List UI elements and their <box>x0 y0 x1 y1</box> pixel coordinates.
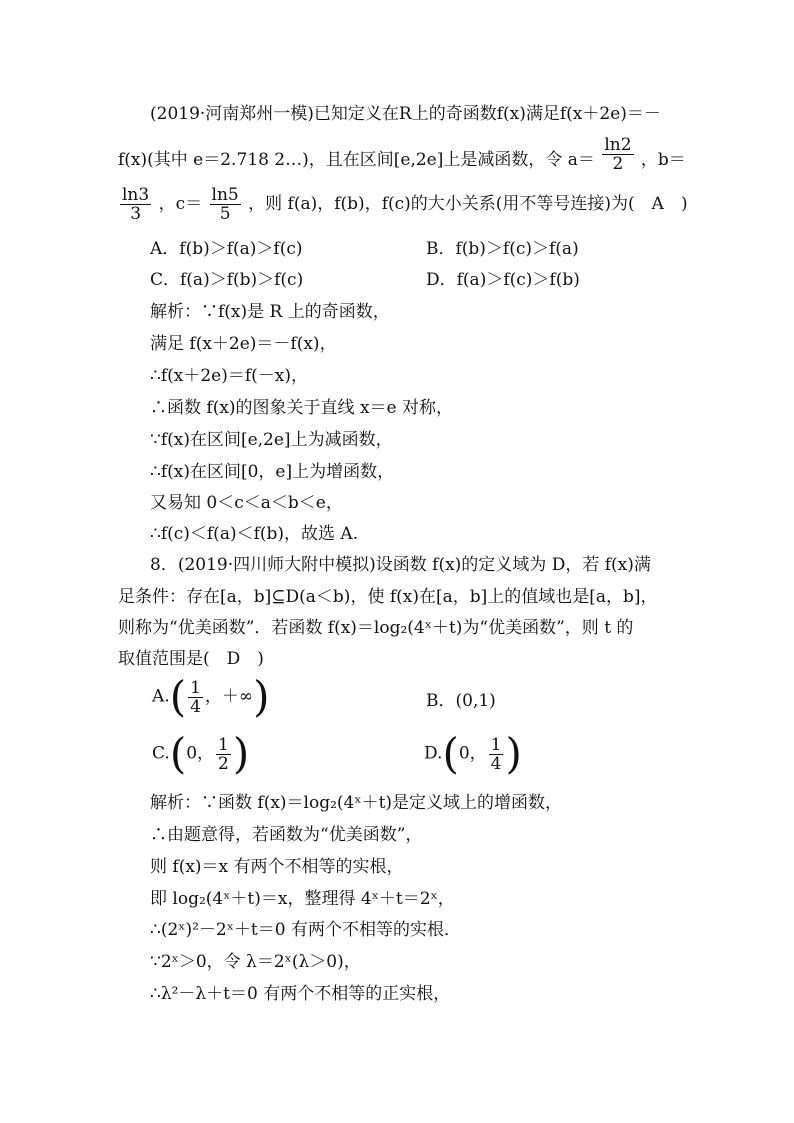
q8-solution-line: 解析：∵函数 f(x)＝log₂(4ˣ＋t)是定义域上的增函数， <box>150 793 563 813</box>
q8-option-d-fraction <box>489 736 504 773</box>
q8-option-c-label: C. <box>152 743 170 764</box>
q7-option-c: C．f(a)＞f(b)＞f(c) <box>150 270 304 290</box>
q8-solution-line: ∴由题意得，若函数为“优美函数”， <box>150 825 423 845</box>
q8-option-d-denominator: 4 <box>490 753 502 774</box>
q8-option-a <box>152 672 270 721</box>
fraction-c-numerator: ln5 <box>211 185 239 205</box>
q7-stem-line-1: (2019·河南郑州一模)已知定义在R上的奇函数f(x)满足f(x＋2e)＝－ <box>150 104 661 124</box>
q7-solution-line: ∴f(x＋2e)＝f(－x)， <box>150 366 308 386</box>
q7-solution-line: ∴f(x)在区间[0，e]上为增函数， <box>150 462 395 482</box>
q8-option-a-numerator: 1 <box>190 677 201 698</box>
q8-option-b: B．(0,1) <box>426 691 496 711</box>
q8-stem-line: 8．(2019·四川师大附中模拟)设函数 f(x)的定义域为 D，若 f(x)满 <box>150 555 651 575</box>
q7-solution-line: ∴f(c)＜f(a)＜f(b)，故选 A. <box>150 524 359 544</box>
fraction-a-numerator: ln2 <box>604 135 632 155</box>
q8-option-d-label: D. <box>424 743 443 764</box>
q8-solution-line: ∵2ˣ＞0，令 λ＝2ˣ(λ＞0)， <box>150 952 361 972</box>
right-paren: ) <box>232 729 250 778</box>
q7-solution-line: 满足 f(x＋2e)＝－f(x)， <box>150 334 337 354</box>
fraction-b-denominator: 3 <box>130 204 142 224</box>
q8-option-d-pre: 0， <box>458 743 487 764</box>
q8-option-a-label: A. <box>152 686 170 707</box>
q8-option-c-fraction <box>216 736 231 773</box>
q8-option-a-fraction <box>188 679 203 716</box>
fraction-b <box>120 186 151 223</box>
c-prefix: ，c＝ <box>158 194 203 214</box>
q8-option-c-denominator: 2 <box>218 753 229 774</box>
q7-solution-line: 又易知 0＜c＜a＜b＜e， <box>150 493 343 513</box>
fraction-b-numerator: ln3 <box>122 185 150 205</box>
q8-stem-line: 则称为“优美函数”．若函数 f(x)＝log₂(4ˣ＋t)为“优美函数”，则 t 的 <box>118 618 634 638</box>
q7-stem-line-2 <box>118 135 686 179</box>
q7-option-d: D．f(a)＞f(c)＞f(b) <box>426 270 580 290</box>
q7-option-a: A．f(b)＞f(a)＞f(c) <box>150 239 303 259</box>
q8-option-a-rest: ，＋∞ <box>204 686 254 707</box>
right-paren: ) <box>253 672 270 721</box>
q8-option-c-numerator: 1 <box>218 734 229 755</box>
left-paren: ( <box>442 729 459 778</box>
fraction-c-denominator: 5 <box>219 204 231 224</box>
q7-stem-line-3 <box>118 186 688 223</box>
q8-solution-line: ∴(2ˣ)²－2ˣ＋t＝0 有两个不相等的实根． <box>150 920 461 940</box>
q8-option-a-denominator: 4 <box>190 696 201 717</box>
right-paren: ) <box>505 729 522 778</box>
b-prefix: ，b＝ <box>640 150 686 170</box>
q7-stem-line-3-text: ，则 f(a)，f(b)，f(c)的大小关系(用不等号连接)为( A ) <box>248 194 688 214</box>
q8-solution-line: 即 log₂(4ˣ＋t)＝x，整理得 4ˣ＋t＝2ˣ， <box>150 889 455 909</box>
q8-solution-line: ∴λ²－λ＋t＝0 有两个不相等的正实根， <box>150 984 451 1004</box>
q8-solution-line: 则 f(x)＝x 有两个不相等的实根， <box>150 857 404 877</box>
fraction-c <box>210 186 241 223</box>
fraction-a <box>602 136 633 173</box>
q7-stem-line-2-text: f(x)(其中 e＝2.718 2…)，且在区间[e,2e]上是减函数，令 a＝ <box>118 150 595 170</box>
q7-solution-line: 解析：∵f(x)是 R 上的奇函数， <box>150 302 390 322</box>
fraction-a-denominator: 2 <box>612 154 624 174</box>
q8-option-c <box>152 729 250 778</box>
q8-stem-line: 足条件：存在[a，b]⊆D(a＜b)，使 f(x)在[a，b]上的值域也是[a，b]， <box>118 587 658 607</box>
left-paren: ( <box>169 672 187 721</box>
q8-stem-line: 取值范围是( D ) <box>118 649 264 669</box>
q8-option-d-numerator: 1 <box>490 734 502 755</box>
q8-option-c-pre: 0， <box>186 743 215 764</box>
q7-option-b: B．f(b)＞f(c)＞f(a) <box>426 239 579 259</box>
q7-solution-line: ∵f(x)在区间[e,2e]上为减函数， <box>150 430 393 450</box>
q8-option-d <box>424 729 522 778</box>
left-paren: ( <box>169 729 187 778</box>
q7-solution-line: ∴函数 f(x)的图象关于直线 x＝e 对称， <box>150 398 454 418</box>
